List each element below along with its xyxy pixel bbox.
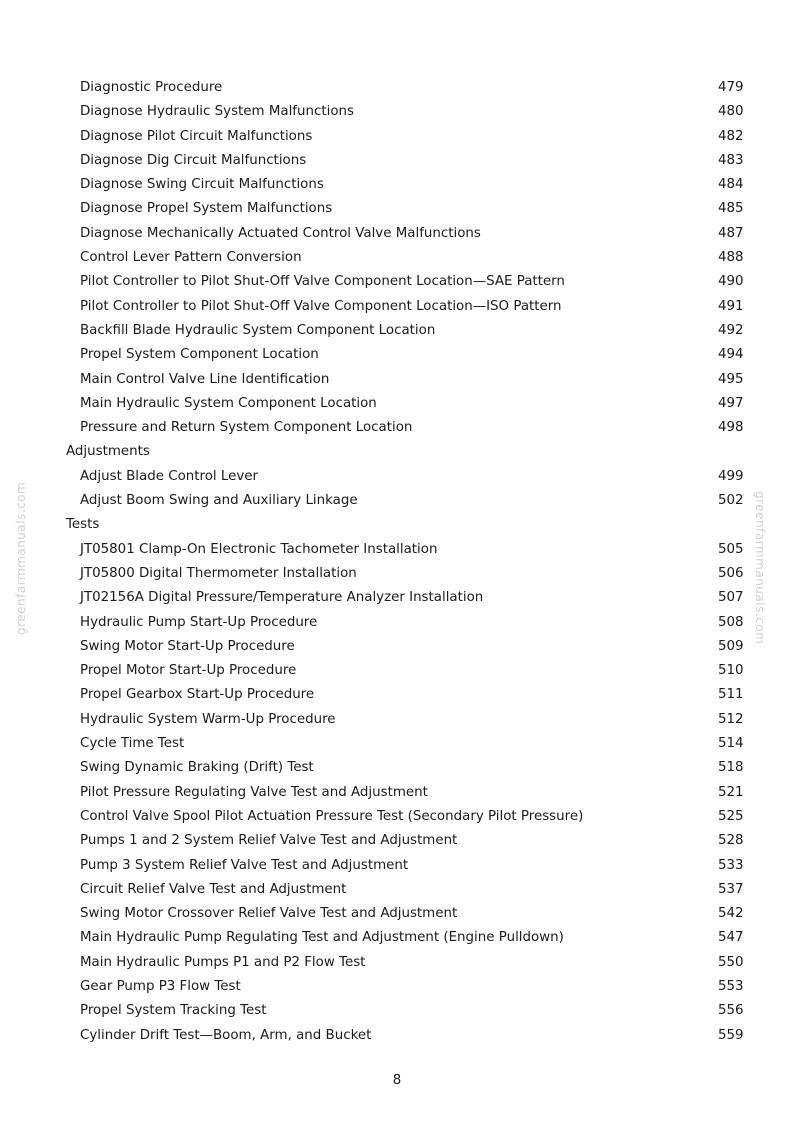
toc-entry-title[interactable]: JT05800 Digital Thermometer Installation bbox=[80, 565, 357, 581]
toc-entry[interactable] bbox=[0, 878, 794, 902]
toc-entry[interactable] bbox=[0, 708, 794, 732]
toc-entry-title[interactable]: Propel Motor Start-Up Procedure bbox=[80, 663, 297, 679]
toc-entry[interactable] bbox=[0, 732, 794, 756]
toc-entry-page-number[interactable]: 479 bbox=[718, 80, 744, 95]
toc-entry[interactable] bbox=[0, 854, 794, 878]
toc-entry-title[interactable]: Swing Motor Crossover Relief Valve Test and Adjustment bbox=[80, 906, 458, 922]
toc-entry-page-number[interactable]: 525 bbox=[718, 808, 744, 824]
toc-entry-title[interactable]: Hydraulic System Warm-Up Procedure bbox=[80, 711, 336, 727]
toc-entry[interactable] bbox=[0, 125, 794, 149]
toc-entry[interactable] bbox=[0, 222, 794, 246]
toc-entry-title[interactable]: Diagnose Swing Circuit Malfunctions bbox=[80, 177, 324, 193]
toc-entry[interactable] bbox=[0, 416, 794, 440]
toc-entry-page-number[interactable]: 508 bbox=[718, 614, 744, 630]
toc-entry-title[interactable]: Diagnose Hydraulic System Malfunctions bbox=[80, 104, 354, 120]
watermark-left: greenfarmmanuals.com bbox=[14, 481, 28, 635]
toc-entry[interactable] bbox=[0, 1024, 794, 1048]
toc-entry-page-number[interactable]: 506 bbox=[718, 565, 744, 581]
toc-entry[interactable] bbox=[0, 659, 794, 683]
toc-entry-title[interactable]: Main Hydraulic Pumps P1 and P2 Flow Test bbox=[80, 954, 366, 970]
toc-entry-title[interactable]: Pumps 1 and 2 System Relief Valve Test and Adjustment bbox=[80, 833, 458, 849]
toc-entry-title[interactable]: Swing Motor Start-Up Procedure bbox=[80, 638, 295, 654]
toc-entry-page-number[interactable]: 547 bbox=[718, 930, 744, 946]
toc-section-heading bbox=[0, 513, 794, 537]
toc-entry-page-number[interactable]: 507 bbox=[718, 590, 744, 606]
toc-entry[interactable] bbox=[0, 756, 794, 780]
toc-entry-page-number[interactable]: 528 bbox=[718, 833, 744, 849]
toc-entry-title[interactable]: Swing Dynamic Braking (Drift) Test bbox=[80, 760, 314, 776]
toc-entry-title[interactable]: Diagnose Pilot Circuit Malfunctions bbox=[80, 128, 313, 144]
toc-entry-title[interactable]: JT02156A Digital Pressure/Temperature Analyzer Installation bbox=[80, 590, 484, 606]
toc-entry[interactable] bbox=[0, 173, 794, 197]
toc-entry[interactable] bbox=[0, 295, 794, 319]
toc-entry-title[interactable]: Main Hydraulic System Component Location bbox=[80, 395, 377, 411]
toc-entry-page-number[interactable]: 509 bbox=[718, 638, 744, 654]
toc-entry-page-number[interactable]: 553 bbox=[718, 978, 744, 994]
toc-entry-page-number[interactable]: 556 bbox=[718, 1003, 744, 1019]
toc-entry-title[interactable]: Circuit Relief Valve Test and Adjustment bbox=[80, 881, 347, 897]
toc-entry[interactable] bbox=[0, 902, 794, 926]
toc-entry[interactable] bbox=[0, 100, 794, 124]
toc-entry-title[interactable]: JT05801 Clamp-On Electronic Tachometer Installation bbox=[80, 541, 438, 557]
toc-entry[interactable] bbox=[0, 538, 794, 562]
toc-entry-title[interactable]: Cycle Time Test bbox=[80, 736, 185, 752]
toc-entry-page-number[interactable]: 518 bbox=[718, 760, 744, 776]
toc-entry-page-number[interactable]: 492 bbox=[718, 322, 744, 338]
toc-entry-title[interactable]: Gear Pump P3 Flow Test bbox=[80, 978, 241, 994]
toc-entry[interactable] bbox=[0, 951, 794, 975]
toc-entry-page-number[interactable]: 559 bbox=[718, 1027, 744, 1043]
toc-entry-page-number[interactable]: 495 bbox=[718, 371, 744, 387]
toc-entry[interactable] bbox=[0, 319, 794, 343]
toc-entry[interactable] bbox=[0, 465, 794, 489]
table-of-contents bbox=[0, 76, 794, 1048]
toc-entry[interactable] bbox=[0, 246, 794, 270]
toc-entry-title[interactable]: Diagnostic Procedure bbox=[80, 80, 223, 95]
toc-entry-page-number[interactable]: 484 bbox=[718, 177, 744, 193]
toc-entry[interactable] bbox=[0, 999, 794, 1023]
toc-entry-title[interactable]: Pump 3 System Relief Valve Test and Adjustment bbox=[80, 857, 409, 873]
toc-entry-title[interactable]: Diagnose Propel System Malfunctions bbox=[80, 201, 333, 217]
toc-entry-page-number[interactable]: 512 bbox=[718, 711, 744, 727]
toc-entry[interactable] bbox=[0, 562, 794, 586]
toc-entry-page-number[interactable]: 514 bbox=[718, 736, 744, 752]
toc-entry[interactable] bbox=[0, 683, 794, 707]
toc-entry-title[interactable]: Adjust Boom Swing and Auxiliary Linkage bbox=[80, 493, 358, 509]
toc-entry[interactable] bbox=[0, 975, 794, 999]
toc-entry-title[interactable]: Pressure and Return System Component Location bbox=[80, 420, 413, 436]
toc-entry-title[interactable]: Cylinder Drift Test—Boom, Arm, and Bucket bbox=[80, 1027, 372, 1043]
toc-entry-title[interactable]: Pilot Controller to Pilot Shut-Off Valve Component Location—ISO Pattern bbox=[80, 298, 562, 314]
toc-entry-page-number[interactable]: 485 bbox=[718, 201, 744, 217]
toc-entry[interactable] bbox=[0, 635, 794, 659]
toc-entry-page-number[interactable]: 550 bbox=[718, 954, 744, 970]
toc-entry[interactable] bbox=[0, 149, 794, 173]
toc-entry-title[interactable]: Propel Gearbox Start-Up Procedure bbox=[80, 687, 315, 703]
toc-entry-title[interactable]: Diagnose Mechanically Actuated Control Valve Malfunctions bbox=[80, 225, 481, 241]
toc-entry-title[interactable]: Diagnose Dig Circuit Malfunctions bbox=[80, 152, 307, 168]
toc-entry-title[interactable]: Pilot Pressure Regulating Valve Test and Adjustment bbox=[80, 784, 428, 800]
toc-entry-title[interactable]: Pilot Controller to Pilot Shut-Off Valve Component Location—SAE Pattern bbox=[80, 274, 565, 290]
toc-entry[interactable] bbox=[0, 368, 794, 392]
toc-entry-page-number[interactable]: 487 bbox=[718, 225, 744, 241]
toc-entry-page-number[interactable]: 491 bbox=[718, 298, 744, 314]
toc-entry[interactable] bbox=[0, 197, 794, 221]
toc-entry-page-number[interactable]: 510 bbox=[718, 663, 744, 679]
toc-entry-page-number[interactable]: 533 bbox=[718, 857, 744, 873]
toc-entry-page-number[interactable]: 511 bbox=[718, 687, 744, 703]
toc-entry-page-number[interactable]: 542 bbox=[718, 906, 744, 922]
toc-entry-page-number[interactable]: 505 bbox=[718, 541, 744, 557]
watermark-right: greenfarmmanuals.com bbox=[753, 491, 767, 645]
toc-entry-page-number[interactable]: 499 bbox=[718, 468, 744, 484]
toc-entry-page-number[interactable]: 498 bbox=[718, 420, 744, 436]
toc-entry[interactable] bbox=[0, 76, 794, 100]
toc-entry[interactable] bbox=[0, 805, 794, 829]
toc-entry[interactable] bbox=[0, 270, 794, 294]
toc-entry[interactable] bbox=[0, 586, 794, 610]
toc-entry-title[interactable]: Main Hydraulic Pump Regulating Test and Adjustment (Engine Pulldown) bbox=[80, 930, 564, 946]
toc-entry-page-number[interactable]: 521 bbox=[718, 784, 744, 800]
toc-entry-page-number[interactable]: 480 bbox=[718, 104, 744, 120]
toc-entry-title[interactable]: Backfill Blade Hydraulic System Component Location bbox=[80, 322, 436, 338]
toc-entry-page-number[interactable]: 490 bbox=[718, 274, 744, 290]
toc-entry-page-number[interactable]: 497 bbox=[718, 395, 744, 411]
toc-entry-title[interactable]: Propel System Component Location bbox=[80, 347, 319, 363]
toc-entry-page-number[interactable]: 482 bbox=[718, 128, 744, 144]
toc-entry[interactable] bbox=[0, 829, 794, 853]
toc-entry-title[interactable]: Hydraulic Pump Start-Up Procedure bbox=[80, 614, 318, 630]
toc-entry-page-number[interactable]: 483 bbox=[718, 152, 744, 168]
section-title: Adjustments bbox=[66, 444, 150, 460]
toc-entry[interactable] bbox=[0, 489, 794, 513]
toc-entry-title[interactable]: Propel System Tracking Test bbox=[80, 1003, 267, 1019]
toc-section-heading bbox=[0, 440, 794, 464]
toc-entry-page-number[interactable]: 488 bbox=[718, 250, 744, 266]
toc-entry-page-number[interactable]: 537 bbox=[718, 881, 744, 897]
toc-entry-title[interactable]: Main Control Valve Line Identification bbox=[80, 371, 330, 387]
page-number: 8 bbox=[392, 1073, 402, 1088]
toc-entry-page-number[interactable]: 494 bbox=[718, 347, 744, 363]
toc-entry[interactable] bbox=[0, 781, 794, 805]
toc-entry[interactable] bbox=[0, 392, 794, 416]
toc-entry[interactable] bbox=[0, 611, 794, 635]
toc-entry[interactable] bbox=[0, 926, 794, 950]
toc-entry-page-number[interactable]: 502 bbox=[718, 493, 744, 509]
section-title: Tests bbox=[66, 517, 100, 533]
toc-entry-title[interactable]: Control Valve Spool Pilot Actuation Pressure Test (Secondary Pilot Pressure) bbox=[80, 808, 584, 824]
toc-entry-title[interactable]: Adjust Blade Control Lever bbox=[80, 468, 259, 484]
toc-entry-title[interactable]: Control Lever Pattern Conversion bbox=[80, 250, 302, 266]
toc-entry[interactable] bbox=[0, 343, 794, 367]
